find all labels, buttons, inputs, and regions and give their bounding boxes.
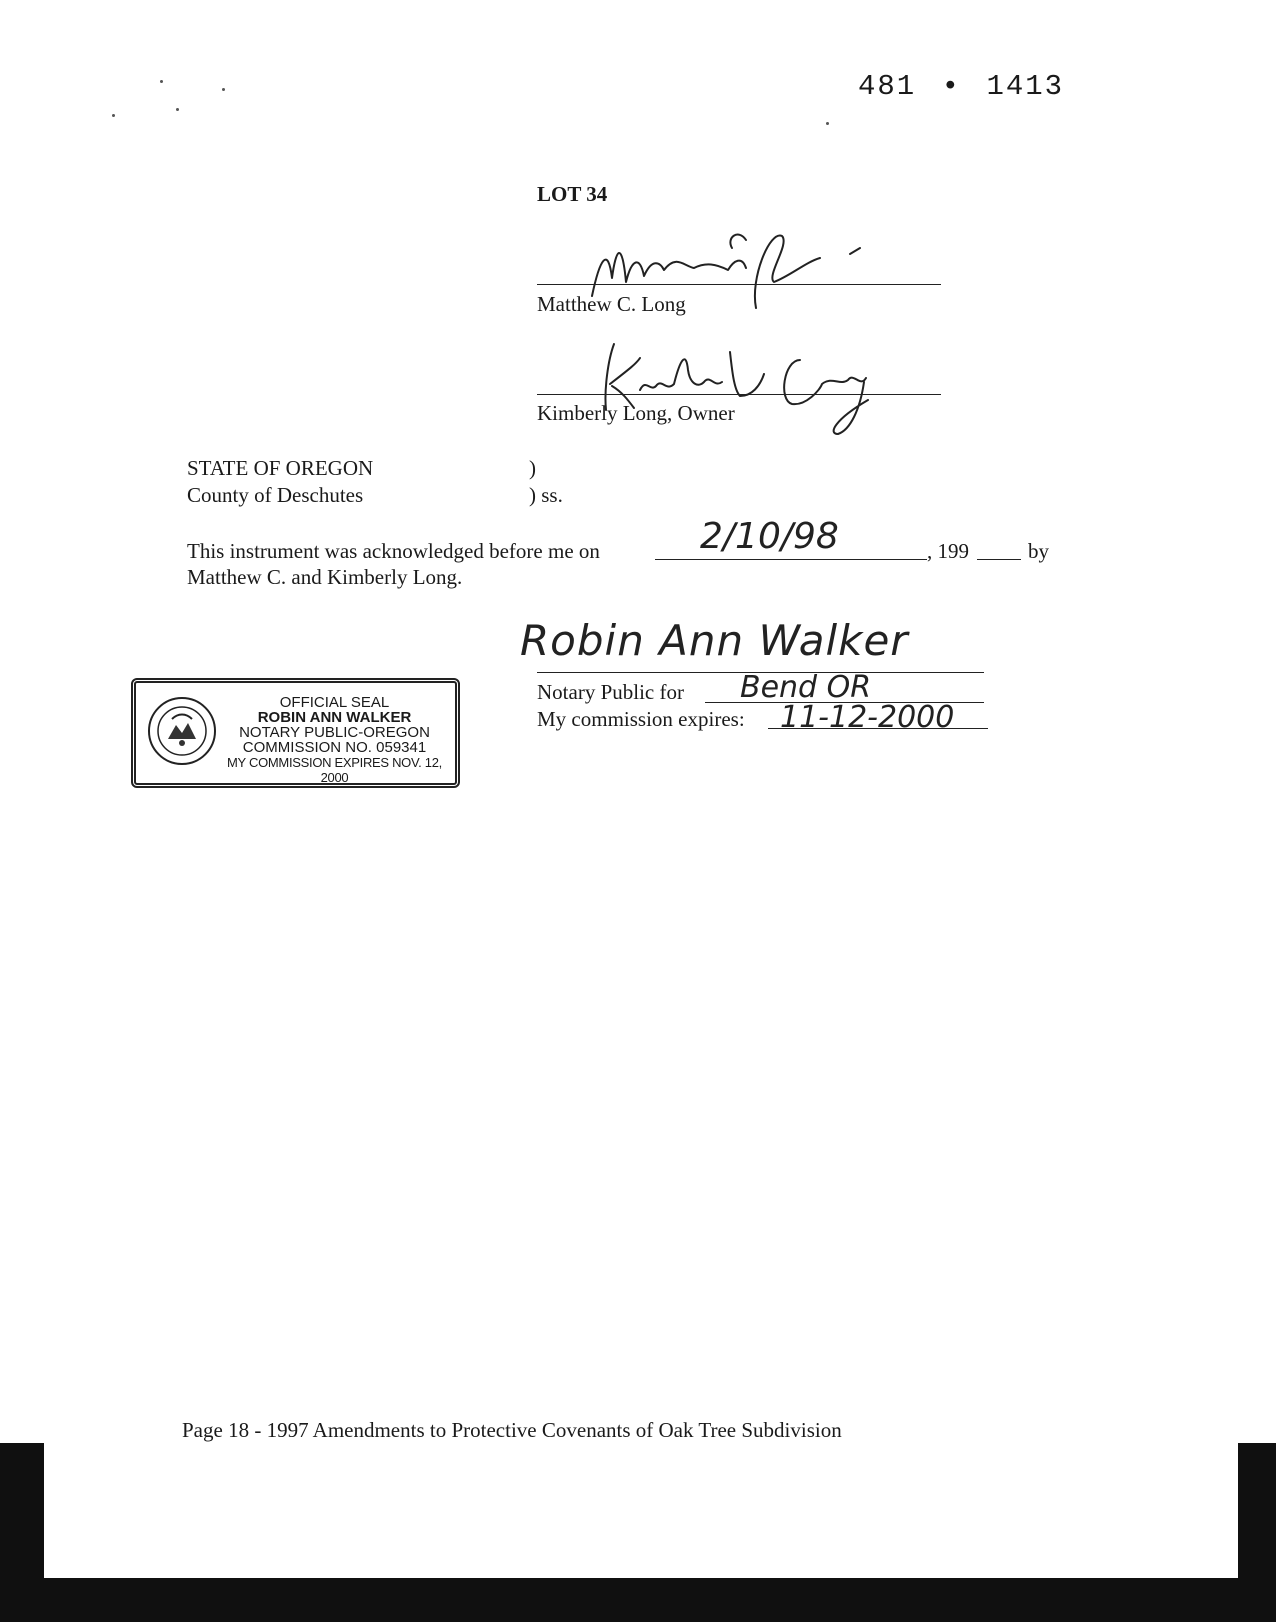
signer-name-2: Kimberly Long, Owner (537, 401, 735, 425)
seal-name: ROBIN ANN WALKER (257, 709, 412, 726)
venue-paren-1: ) (529, 456, 536, 480)
scan-border-bottom (0, 1578, 1276, 1622)
signer-name-1: Matthew C. Long (537, 292, 686, 316)
acknowledgment-by: by (1028, 539, 1049, 563)
acknowledgment-date: 2/10/98 (700, 516, 839, 557)
acknowledgment-text: This instrument was acknowledged before me on (187, 539, 600, 563)
signature-line-2 (537, 394, 941, 395)
venue-paren-ss: ) ss. (529, 483, 563, 507)
seal-expiration: MY COMMISSION EXPIRES NOV. 12, 2000 (227, 755, 442, 785)
acknowledgment-date-line (655, 559, 927, 560)
commission-label: My commission expires: (537, 707, 745, 731)
scan-speck (222, 88, 225, 91)
record-separator: • (941, 70, 962, 103)
venue-county: County of Deschutes (187, 483, 364, 507)
official-seal-stamp (131, 678, 460, 788)
record-page: 1413 (986, 70, 1065, 103)
signature-line-1 (537, 284, 941, 285)
scan-speck (112, 114, 115, 117)
scan-speck (826, 122, 829, 125)
acknowledgment-names: Matthew C. and Kimberly Long. (187, 565, 463, 589)
venue-state: STATE OF OREGON (187, 456, 374, 480)
commission-expiration: 11-12-2000 (780, 700, 955, 735)
page-footer: Page 18 - 1997 Amendments to Protective Covenants of Oak Tree Subdivision (182, 1418, 842, 1442)
acknowledgment-year-prefix: , 199 (927, 539, 969, 563)
oregon-state-seal-icon (146, 695, 218, 767)
acknowledgment-year-line (977, 559, 1021, 560)
notary-public-label: Notary Public for (537, 680, 684, 704)
notary-public-location: Bend OR (740, 670, 872, 705)
scan-speck (160, 80, 163, 83)
seal-commission-number: COMMISSION NO. 059341 (242, 739, 427, 756)
scan-speck (176, 108, 179, 111)
record-book: 481 (858, 70, 917, 103)
lot-heading: LOT 34 (537, 182, 608, 206)
record-number (858, 70, 1064, 103)
notary-signature: Robin Ann Walker (520, 616, 909, 665)
seal-title: OFFICIAL SEAL (279, 694, 390, 711)
seal-notary: NOTARY PUBLIC-OREGON (239, 724, 430, 741)
